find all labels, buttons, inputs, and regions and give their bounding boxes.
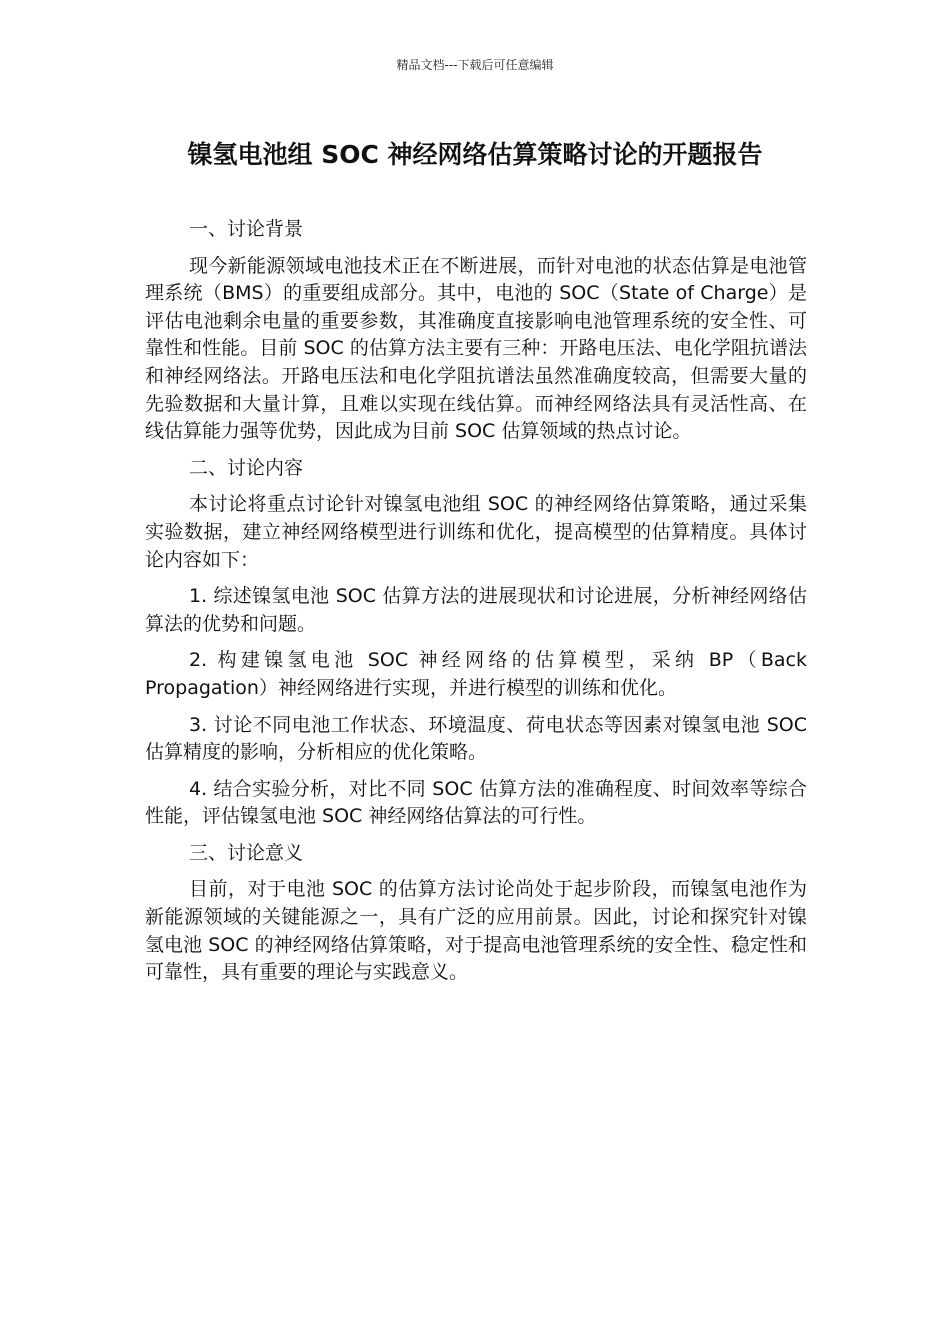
paragraph-content-intro: 本讨论将重点讨论针对镍氢电池组 SOC 的神经网络估算策略，通过采集实验数据，建立神经网络模型进行训练和优化，提高模型的估算精度。具体讨论内容如下：	[145, 493, 807, 571]
paragraph-significance: 目前，对于电池 SOC 的估算方法讨论尚处于起步阶段，而镍氢电池作为新能源领域的关键能源之一，具有广泛的应用前景。因此，讨论和探究针对镍氢电池 SOC 的神经网络估算策略，对于提高电池管理系统的安全性、稳定性和可靠性，具有重要的理论与实践意义。	[145, 878, 807, 984]
paragraph-background: 现今新能源领域电池技术正在不断进展，而针对电池的状态估算是电池管理系统（BMS）的重要组成部分。其中，电池的 SOC（State of Charge）是评估电池剩余电量的重要参数，其准确度直接影响电池管理系统的安全性、可靠性和性能。目前 SOC 的估算方法主要有三种：开路电压法、电化学阻抗谱法和神经网络法。开路电压法和电化学阻抗谱法虽然准确度较高，但需要大量的先验数据和大量计算，且难以实现在线估算。而神经网络法具有灵活性高、在线估算能力强等优势，因此成为目前 SOC 估算领域的热点讨论。	[145, 254, 807, 443]
page-header: 精品文档---下载后可任意编辑	[396, 58, 554, 72]
section-heading-content: 二、讨论内容	[189, 456, 304, 479]
list-item-4: 4. 结合实验分析，对比不同 SOC 估算方法的准确程度、时间效率等综合性能，评估镍氢电池 SOC 神经网络估算法的可行性。	[145, 777, 807, 828]
document-body	[145, 216, 807, 996]
section-heading-background: 一、讨论背景	[189, 218, 304, 240]
list-item-3: 3. 讨论不同电池工作状态、环境温度、荷电状态等因素对镍氢电池 SOC 估算精度的影响，分析相应的优化策略。	[145, 713, 807, 764]
section-heading-significance: 三、讨论意义	[189, 841, 304, 864]
list-item-2: 2. 构建镍氢电池 SOC 神经网络的估算模型，采纳 BP（Back Propagation）神经网络进行实现，并进行模型的训练和优化。	[145, 649, 807, 699]
list-item-1: 1. 综述镍氢电池 SOC 估算方法的进展现状和讨论进展，分析神经网络估算法的优势和问题。	[145, 585, 807, 635]
document-title: 镍氢电池组 SOC 神经网络估算策略讨论的开题报告	[187, 140, 763, 169]
